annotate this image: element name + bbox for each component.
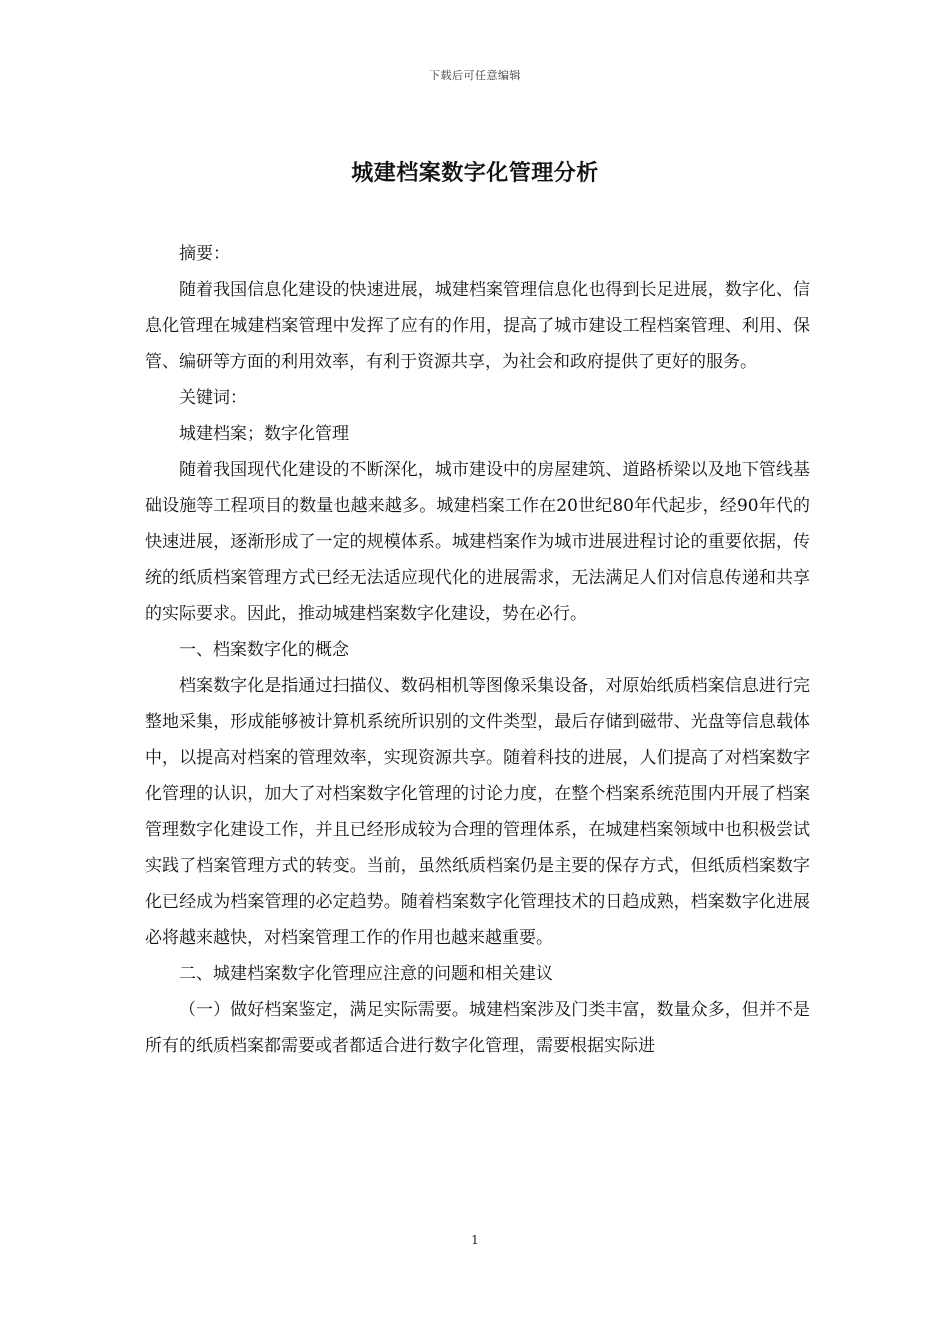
section-2-paragraph: （一）做好档案鉴定，满足实际需要。城建档案涉及门类丰富，数量众多，但并不是所有的纸质档案都需要或者都适合进行数字化管理，需要根据实际进 — [145, 1000, 810, 1056]
document-body — [145, 236, 810, 1064]
keywords-paragraph: 城建档案；数字化管理 — [179, 424, 349, 444]
section-heading-2: 二、城建档案数字化管理应注意的问题和相关建议 — [179, 964, 553, 984]
header-note: 下载后可任意编辑 — [429, 69, 521, 82]
keywords-label: 关键词： — [179, 388, 247, 408]
document-title: 城建档案数字化管理分析 — [351, 160, 599, 186]
page-number: 1 — [471, 1233, 479, 1247]
abstract-label: 摘要： — [179, 244, 230, 264]
abstract-paragraph: 随着我国信息化建设的快速进展，城建档案管理信息化也得到长足进展，数字化、信息化管理在城建档案管理中发挥了应有的作用，提高了城市建设工程档案管理、利用、保管、编研等方面的利用效率，有利于资源共享，为社会和政府提供了更好的服务。 — [145, 280, 810, 372]
intro-paragraph: 随着我国现代化建设的不断深化，城市建设中的房屋建筑、道路桥梁以及地下管线基础设施等工程项目的数量也越来越多。城建档案工作在20世纪80年代起步，经90年代的快速进展，逐渐形成了一定的规模体系。城建档案作为城市进展进程讨论的重要依据，传统的纸质档案管理方式已经无法适应现代化的进展需求，无法满足人们对信息传递和共享的实际要求。因此，推动城建档案数字化建设，势在必行。 — [145, 460, 810, 624]
section-1-paragraph: 档案数字化是指通过扫描仪、数码相机等图像采集设备，对原始纸质档案信息进行完整地采集，形成能够被计算机系统所识别的文件类型，最后存储到磁带、光盘等信息载体中，以提高对档案的管理效率，实现资源共享。随着科技的进展，人们提高了对档案数字化管理的认识，加大了对档案数字化管理的讨论力度，在整个档案系统范围内开展了档案管理数字化建设工作，并且已经形成较为合理的管理体系，在城建档案领域中也积极尝试实践了档案管理方式的转变。当前，虽然纸质档案仍是主要的保存方式，但纸质档案数字化已经成为档案管理的必定趋势。随着档案数字化管理技术的日趋成熟，档案数字化进展必将越来越快，对档案管理工作的作用也越来越重要。 — [145, 676, 810, 948]
section-heading-1: 一、档案数字化的概念 — [179, 640, 349, 660]
